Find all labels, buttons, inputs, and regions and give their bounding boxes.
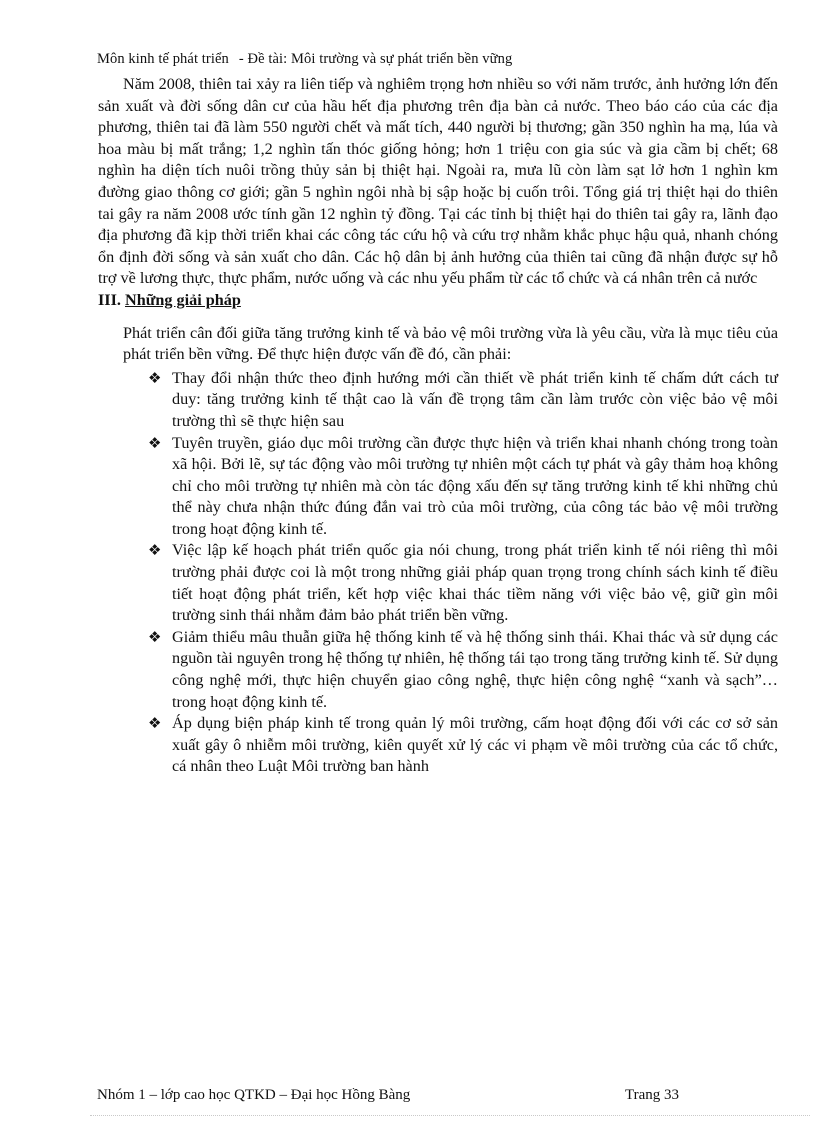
list-item xyxy=(98,627,778,713)
list-item-text: Việc lập kế hoạch phát triển quốc gia nói chung, trong phát triển kinh tế nói riêng thì môi trường phải được coi là một trong những giải pháp quan trọng trong chính sách kinh tế điều tiết hoạt động phát triển, kết hợp việc khai thác tiềm năng với việc bảo vệ, giữ gìn môi trường sinh thái nhằm đảm bảo phát triển bền vững. xyxy=(172,541,778,625)
section-number: III. xyxy=(98,290,121,309)
header-course: Môn kinh tế phát triển xyxy=(97,51,229,67)
footer-group: Nhóm 1 – lớp cao học QTKD – Đại học Hồng Bàng xyxy=(97,1087,411,1103)
bullet-diamond-icon: ❖ xyxy=(148,627,162,646)
page-number: Trang 33 xyxy=(624,1087,679,1103)
solutions-list xyxy=(98,368,778,778)
list-item-text: Thay đổi nhận thức theo định hướng mới cần thiết về phát triển kinh tế chấm dứt cách tư duy: tăng trưởng kinh tế thật cao là vấn đề trọng tâm cần làm trước còn việc bảo vệ môi trường thì sẽ thực hiện sau xyxy=(172,368,778,430)
header-topic: - Đề tài: Môi trường và sự phát triển bền vững xyxy=(238,51,513,67)
section-heading xyxy=(98,290,778,312)
list-item xyxy=(98,368,778,433)
list-item xyxy=(98,433,778,541)
page-footer xyxy=(97,1086,687,1104)
page-bottom-divider xyxy=(90,1115,810,1116)
paragraph-solutions-intro: Phát triển cân đối giữa tăng trưởng kinh tế và bảo vệ môi trường vừa là yêu cầu, vừa là mục tiêu của phát triển bền vững. Để thực hiện được vấn đề đó, cần phải: xyxy=(123,323,778,364)
section-title: Những giải pháp xyxy=(125,290,241,309)
bullet-diamond-icon: ❖ xyxy=(148,714,162,733)
list-item-text: Áp dụng biện pháp kinh tế trong quản lý môi trường, cấm hoạt động đối với các cơ sở sản xuất gây ô nhiễm môi trường, kiên quyết xử lý các vi phạm về môi trường của các tổ chức, cá nhân theo Luật Môi trường ban hành xyxy=(172,714,778,776)
page-header xyxy=(97,50,777,68)
list-item xyxy=(98,540,778,626)
list-item xyxy=(98,713,778,778)
document-body xyxy=(98,74,778,778)
paragraph-disaster-2008: Năm 2008, thiên tai xảy ra liên tiếp và nghiêm trọng hơn nhiều so với năm trước, ảnh hưởng lớn đến sản xuất và đời sống dân cư của hầu hết địa phương trên địa bàn cả nước. Theo báo cáo của các địa phương, thiên tai đã làm 550 người chết và mất tích, 440 người bị thương; gần 350 nghìn ha mạ, lúa và hoa màu bị mất trắng; 1,2 nghìn tấn thóc giống hỏng; hơn 1 triệu con gia súc và gia cầm bị chết; 68 nghìn ha diện tích nuôi trồng thủy sản bị thiệt hại. Ngoài ra, mưa lũ còn làm sạt lở hơn 1 nghìn km đường giao thông cơ giới; gần 5 nghìn ngôi nhà bị sập hoặc bị cuốn trôi. Tổng giá trị thiệt hại do thiên tai gây ra năm 2008 ước tính gần 12 nghìn tỷ đồng. Tại các tỉnh bị thiệt hại do thiên tai gây ra, lãnh đạo địa phương đã kịp thời triển khai các công tác cứu hộ và cứu trợ nhằm khắc phục hậu quả, nhanh chóng ổn định đời sống và sản xuất cho dân. Các hộ dân bị ảnh hưởng của thiên tai cũng đã nhận được sự hỗ trợ về lương thực, thực phẩm, nước uống và các nhu yếu phẩm từ các tổ chức và cá nhân trên cả nước xyxy=(98,75,778,288)
list-item-text: Giảm thiểu mâu thuẫn giữa hệ thống kinh tế và hệ thống sinh thái. Khai thác và sử dụng các nguồn tài nguyên trong hệ thống tự nhiên, hệ thống tái tạo trong tăng trưởng kinh tế. Sử dụng công nghệ mới, thực hiện chuyển giao công nghệ, thực hiện công nghệ “xanh và sạch”… trong hoạt động kinh tế. xyxy=(172,627,778,711)
bullet-diamond-icon: ❖ xyxy=(148,541,162,560)
bullet-diamond-icon: ❖ xyxy=(148,368,162,387)
bullet-diamond-icon: ❖ xyxy=(148,433,162,452)
list-item-text: Tuyên truyền, giáo dục môi trường cần được thực hiện và triển khai nhanh chóng trong toàn xã hội. Bởi lẽ, sự tác động vào môi trường tự nhiên một cách tự phát và gây thảm hoạ không chỉ cho môi trường tự nhiên mà còn tác động xấu đến sự tăng trưởng kinh tế khi những chủ thể này chưa nhận thức đúng đắn vai trò của môi trường, của công tác bảo vệ môi trường trong hoạt động kinh tế. xyxy=(172,433,778,538)
